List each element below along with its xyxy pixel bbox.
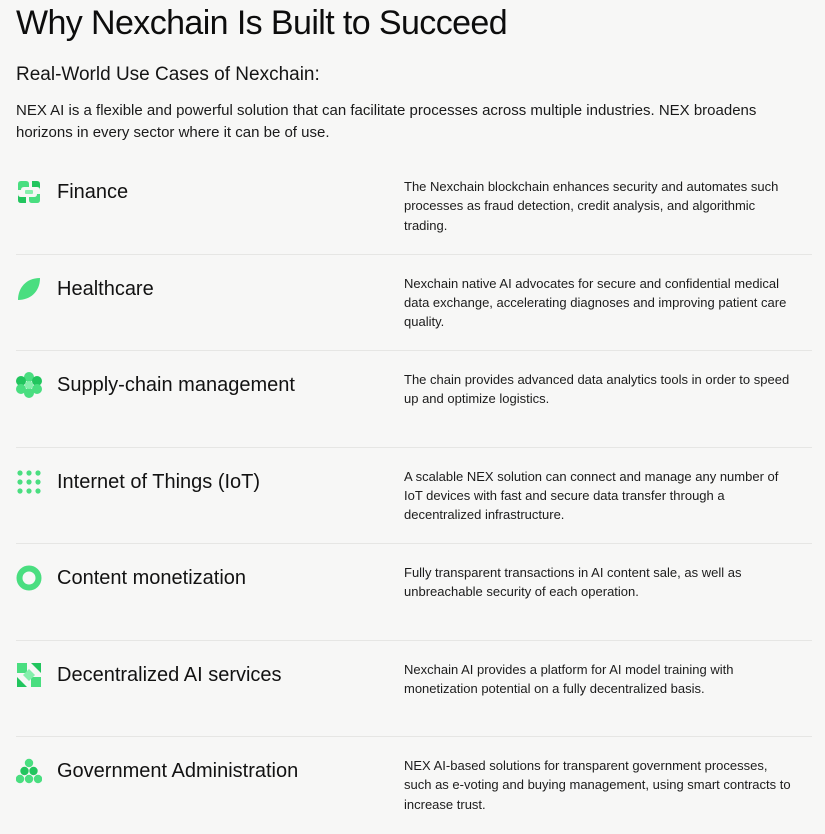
use-case-finance <box>16 158 812 255</box>
use-case-title: Decentralized AI services <box>57 663 282 686</box>
ring-icon <box>16 565 42 591</box>
use-case-title: Content monetization <box>57 567 247 589</box>
section-subtitle: Real-World Use Cases of Nexchain: <box>16 64 320 85</box>
use-case-title: Finance <box>57 181 129 203</box>
use-case-title: Healthcare <box>57 277 154 300</box>
use-case-supply-chain <box>16 351 812 448</box>
finance-icon <box>16 179 42 205</box>
page-title: Why Nexchain Is Built to Succeed <box>16 4 508 42</box>
use-case-description: Fully transparent transactions in AI content sale, as well as unbreachable security of each operation. <box>404 565 742 600</box>
diamond-network-icon <box>16 662 42 688</box>
use-case-government <box>16 737 812 834</box>
use-case-title: Supply-chain management <box>57 374 295 396</box>
use-case-description: NEX AI-based solutions for transparent government processes, such as e-voting and buying management, using smart contracts to increase trust. <box>404 758 791 812</box>
use-case-description: Nexchain AI provides a platform for AI model training with monetization potential on a fully decentralized basis. <box>404 661 734 696</box>
dot-grid-icon <box>16 469 42 495</box>
use-case-title: Internet of Things (IoT) <box>57 470 261 493</box>
use-case-description: Nexchain native AI advocates for secure and confidential medical data exchange, accelerating diagnoses and improving patient care quality. <box>404 275 787 330</box>
use-case-description: The Nexchain blockchain enhances security and automates such processes as fraud detection, credit analysis, and algorithmic trading. <box>404 179 779 233</box>
flower-icon <box>16 372 42 398</box>
use-case-healthcare <box>16 255 812 352</box>
use-case-title: Government Administration <box>57 760 299 782</box>
leaf-icon <box>16 276 42 302</box>
use-case-description: A scalable NEX solution can connect and manage any number of IoT devices with fast and secure data transfer through a decentralized infrastructure. <box>404 468 779 523</box>
use-case-decentralized-ai <box>16 641 812 738</box>
use-case-iot <box>16 448 812 545</box>
use-case-content-monetization <box>16 544 812 641</box>
pyramid-dots-icon <box>16 758 42 784</box>
intro-paragraph: NEX AI is a flexible and powerful solution that can facilitate processes across multiple industries. NEX broadens horizons in every sector where it can be of use. <box>16 102 757 141</box>
use-case-description: The chain provides advanced data analytics tools in order to speed up and optimize logistics. <box>404 372 790 407</box>
use-case-list <box>16 158 812 834</box>
